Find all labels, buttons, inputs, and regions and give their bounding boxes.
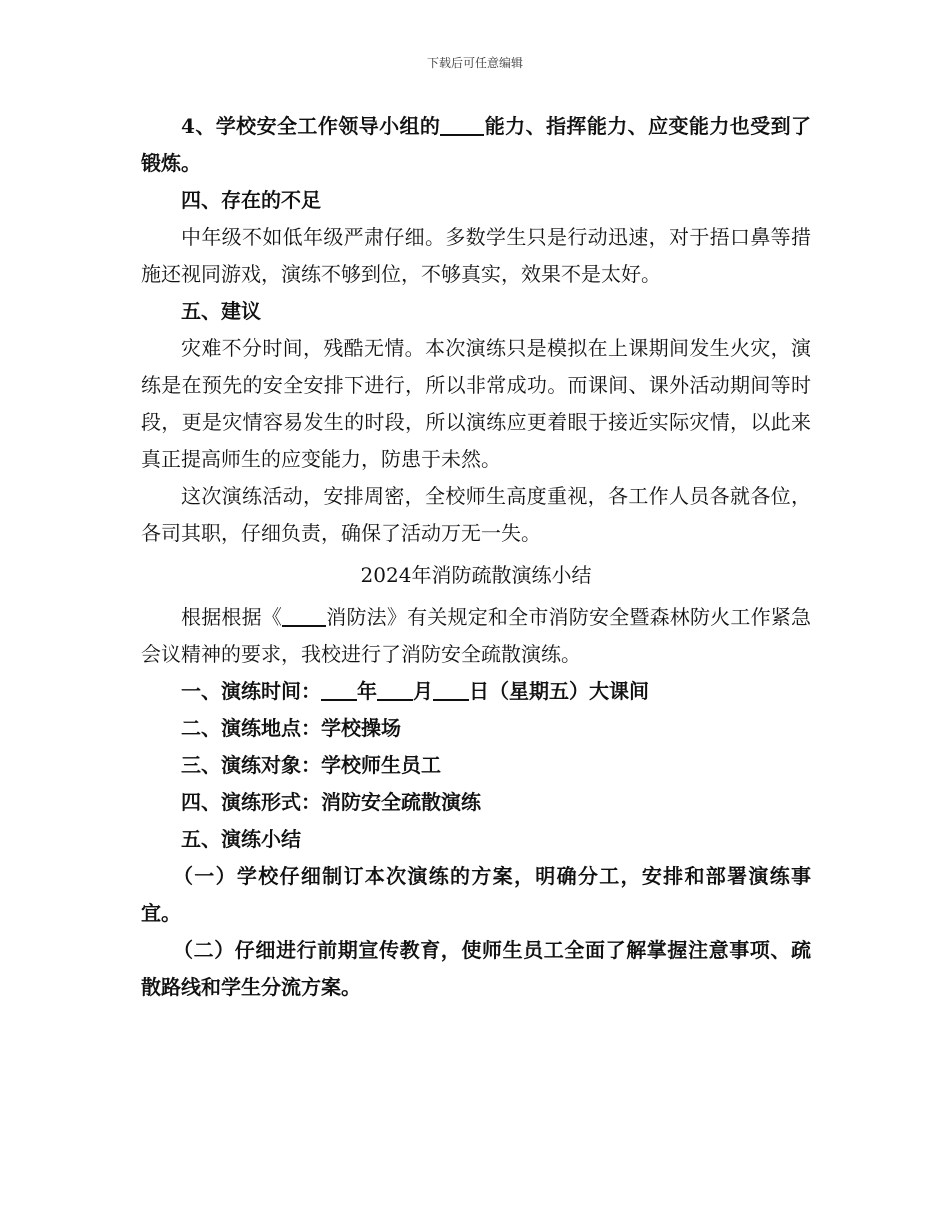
- document-title: 2024年消防疏散演练小结: [360, 563, 592, 587]
- heading-suggestions: 五、建议: [181, 299, 261, 323]
- intro-text-b: 消防法》有关规定和全市消防安全暨森林防火工作紧急会议精神的要求，我校进行了消防安全疏散演练。: [141, 605, 812, 666]
- paragraph-shortcomings: 中年级不如低年级严肃仔细。多数学生只是行动迅速，对于捂口鼻等措施还视同游戏，演练不够到位，不够真实，效果不是太好。: [141, 225, 811, 286]
- item-4: [141, 108, 811, 182]
- drill-target: 三、演练对象：学校师生员工: [181, 753, 441, 777]
- drill-summary-2: （二）仔细进行前期宣传教育，使师生员工全面了解掌握注意事项、疏散路线和学生分流方案。: [141, 938, 811, 999]
- paragraph-intro: [141, 599, 811, 673]
- drill-time-day: 日（星期五）大课间: [469, 679, 649, 703]
- paragraph-conclusion: 这次演练活动，安排周密，全校师生高度重视，各工作人员各就各位，各司其职，仔细负责，确保了活动万无一失。: [141, 484, 811, 545]
- drill-summary-1: （一）学校仔细制订本次演练的方案，明确分工，安排和部署演练事宜。: [141, 864, 811, 925]
- fill-in-blank: [440, 114, 484, 136]
- item-4-text-a: 4、学校安全工作领导小组的: [181, 114, 441, 138]
- drill-time-label: 一、演练时间：: [181, 679, 321, 703]
- page-header-note: 下载后可任意编辑: [426, 56, 523, 70]
- drill-time: [141, 673, 811, 710]
- intro-text-a: 根据根据《: [181, 605, 283, 629]
- heading-shortcomings: 四、存在的不足: [181, 188, 321, 212]
- drill-place: 二、演练地点：学校操场: [181, 716, 401, 740]
- fill-in-blank: [377, 679, 413, 701]
- document-body: [141, 108, 811, 1006]
- drill-time-month: 月: [413, 679, 433, 703]
- drill-summary-heading: 五、演练小结: [181, 827, 301, 851]
- fill-in-blank: [282, 605, 326, 627]
- paragraph-suggestions: 灾难不分时间，残酷无情。本次演练只是模拟在上课期间发生火灾，演练是在预先的安全安排下进行，所以非常成功。而课间、课外活动期间等时段，更是灾情容易发生的时段，所以演练应更着眼于接近实际灾情，以此来真正提高师生的应变能力，防患于未然。: [141, 336, 811, 471]
- fill-in-blank: [321, 679, 357, 701]
- drill-form: 四、演练形式：消防安全疏散演练: [181, 790, 481, 814]
- fill-in-blank: [433, 679, 469, 701]
- drill-time-year: 年: [357, 679, 377, 703]
- item-4-text-b: 能力、指挥能力、应变能力也受到了锻炼。: [141, 114, 812, 175]
